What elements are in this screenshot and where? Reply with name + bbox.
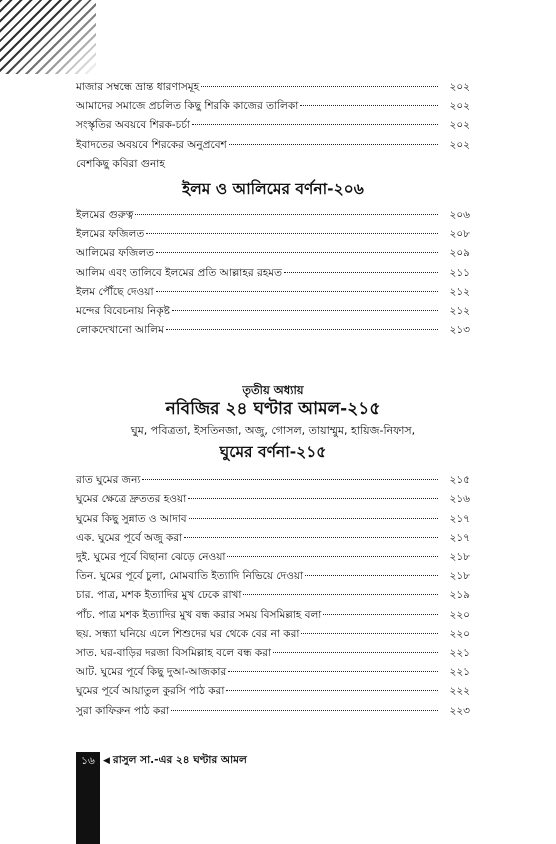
dot-leader (184, 536, 438, 538)
toc-entry-page: ২১৮ (449, 551, 470, 563)
toc-entry (76, 529, 470, 548)
dot-leader (172, 309, 438, 311)
toc-entry-label: পাঁচ. পাত্র মশক ইত্যাদির মুখ বন্ধ করার সময় বিসমিল্লাহ বলা (76, 608, 322, 621)
toc-entry-label: ছয়. সন্ধ্যা ঘনিয়ে এলে শিশুদের ঘর থেকে বের না করা (76, 627, 300, 640)
toc-entry-label: বেশকিছু কবিরা গুনাহ (76, 157, 165, 170)
toc-entry-label: দুই. ঘুমের পূর্বে বিছানা ঝেড়ে নেওয়া (76, 551, 226, 563)
toc-entry-page: ২০২ (449, 81, 470, 93)
chapter-subtitle: ঘুম, পবিত্রতা, ইসতিনজা, অজু, গোসল, তায়াম্মুম, হায়িজ-নিফাস, (130, 424, 416, 438)
toc-entry-label: আট. ঘুমের পূর্বে কিছু দুআ-আজকার (76, 666, 227, 679)
dot-leader (142, 478, 438, 480)
toc-entry-label: ইলমের ফজিলত (76, 228, 145, 241)
page-footer (76, 752, 247, 770)
toc-entry (76, 490, 470, 509)
toc-entry-label: রাত ঘুমের জন্য (76, 474, 141, 487)
toc-entry (76, 302, 470, 321)
toc-list-section1 (76, 78, 470, 174)
toc-entry (76, 116, 470, 135)
dot-leader (156, 251, 438, 253)
dot-leader (300, 104, 438, 106)
toc-entry-label: সংস্কৃতির অবয়বে শিরক-চর্চা (76, 119, 191, 132)
toc-entry-label: ইলমের গুরুত্ব (76, 208, 134, 221)
dot-leader (301, 632, 438, 634)
toc-entry (76, 586, 470, 605)
dot-leader (228, 670, 438, 672)
toc-entry-page: ২২১ (449, 666, 470, 679)
toc-entry-label: লোকদেখানো আলিম (76, 324, 164, 337)
toc-entry-page: ২১৭ (449, 512, 470, 525)
toc-entry-label: ইবাদতের অবয়বে শিরকের অনুপ্রবেশ (76, 138, 227, 151)
toc-entry-page: ২২৩ (449, 704, 470, 717)
toc-list-section2 (76, 206, 470, 340)
toc-content (76, 78, 470, 721)
dot-leader (284, 271, 438, 273)
toc-entry (76, 264, 470, 283)
toc-entry (76, 702, 470, 721)
toc-entry-page: ২০২ (449, 138, 470, 151)
toc-entry (76, 682, 470, 701)
toc-entry-label: ঘুমের কিছু সুন্নাত ও আদাব (76, 512, 187, 525)
toc-entry (76, 606, 470, 625)
toc-entry-page: ২০৯ (449, 247, 470, 260)
toc-entry-page: ২১৯ (449, 589, 470, 602)
toc-entry-label: ঘুমের ক্ষেত্রে দ্রুততর হওয়া (76, 493, 187, 506)
toc-entry-label: আলিম এবং তালিবে ইলমের প্রতি আল্লাহর রহমত (76, 266, 282, 279)
toc-entry-label: চার. পাত্র, মশক ইত্যাদির মুখ ঢেকে রাখা (76, 589, 242, 602)
toc-entry-label: সুরা কাফিরুন পাঠ করা (76, 704, 170, 717)
toc-entry-label: ঘুমের পূর্বে আয়াতুল কুরসি পাঠ করা (76, 685, 225, 698)
toc-entry-page: ২০৮ (449, 228, 470, 241)
section-title-sleep: ঘুমের বর্ণনা-২১৫ (219, 443, 327, 462)
dot-leader (146, 232, 438, 234)
dot-leader (226, 689, 438, 691)
toc-entry (76, 244, 470, 263)
toc-entry-label: মন্দের বিবেচনায় নিকৃষ্ট (76, 304, 170, 317)
toc-entry (76, 97, 470, 116)
toc-entry-page: ২১৫ (449, 474, 470, 487)
section-title-ilm: ইলম ও আলিমের বর্ণনা-২০৬ (182, 179, 364, 198)
toc-entry (76, 78, 470, 97)
toc-entry-page: ২১২ (449, 285, 470, 298)
toc-entry (76, 206, 470, 225)
toc-entry-label: এক. ঘুমের পূর্বে অজু করা (76, 531, 183, 544)
dot-leader (273, 651, 438, 653)
toc-entry-label: আলিমের ফজিলত (76, 247, 155, 260)
toc-entry-label: তিন. ঘুমের পূর্বে চুলা, মোমবাতি ইত্যাদি নিভিয়ে দেওয়া (76, 570, 304, 583)
toc-entry (76, 471, 470, 490)
toc-list-section3 (76, 471, 470, 720)
toc-entry-page: ২২০ (449, 627, 470, 640)
dot-leader (188, 497, 438, 499)
dot-leader (227, 555, 438, 557)
toc-entry-label: মাজার সম্বন্ধে ভ্রান্ত ধারণাসমূহ (76, 81, 200, 93)
page-number: ১৬ (76, 752, 100, 770)
dot-leader (243, 593, 438, 595)
toc-entry (76, 644, 470, 663)
toc-entry (76, 283, 470, 302)
toc-entry-label: সাত. ঘর-বাড়ির দরজা বিসমিল্লাহ বলে বন্ধ করা (76, 646, 272, 659)
toc-entry-page: ২১৩ (449, 324, 470, 337)
toc-entry-page: ২২১ (449, 646, 470, 659)
chapter-label: তৃতীয় অধ্যায় (242, 383, 304, 398)
toc-entry (76, 567, 470, 586)
dot-leader (135, 213, 438, 215)
toc-entry (76, 321, 470, 340)
toc-entry-page: ২১৬ (449, 493, 470, 506)
toc-entry-page: ২১৮ (449, 570, 470, 583)
chapter-title: নবিজির ২৪ ঘণ্টার আমল-২১৫ (165, 399, 381, 420)
toc-entry (76, 625, 470, 644)
toc-entry-page: ২১২ (449, 304, 470, 317)
dot-leader (156, 290, 439, 292)
toc-entry-page: ২০৬ (449, 208, 470, 221)
toc-entry-label: ইলম পৌঁছে দেওয়া (76, 285, 154, 298)
toc-entry (76, 510, 470, 529)
dot-leader (192, 123, 438, 125)
dot-leader (201, 85, 438, 87)
triangle-left-icon: ◀ (103, 756, 110, 766)
toc-entry (76, 225, 470, 244)
dot-leader (166, 328, 438, 330)
toc-entry-page: ২২২ (449, 685, 470, 698)
toc-entry-label: আমাদের সমাজে প্রচলিত কিছু শিরকি কাজের তালিকা (76, 100, 299, 113)
dot-leader (171, 709, 438, 711)
toc-entry-page: ২২০ (449, 608, 470, 621)
toc-entry-page: ২১১ (449, 266, 470, 279)
toc-entry-page: ২০২ (449, 100, 470, 113)
dot-leader (189, 517, 438, 519)
toc-entry-page: ২০২ (449, 119, 470, 132)
toc-entry (76, 155, 470, 174)
dot-leader (323, 613, 438, 615)
dot-leader (305, 574, 438, 576)
toc-entry (76, 663, 470, 682)
corner-hatch-decoration (0, 0, 96, 74)
toc-entry-page: ২১৭ (449, 531, 470, 544)
toc-entry (76, 136, 470, 155)
toc-entry (76, 548, 470, 567)
running-title: রাসুল সা.-এর ২৪ ঘণ্টার আমল (112, 753, 247, 766)
dot-leader (229, 143, 438, 145)
